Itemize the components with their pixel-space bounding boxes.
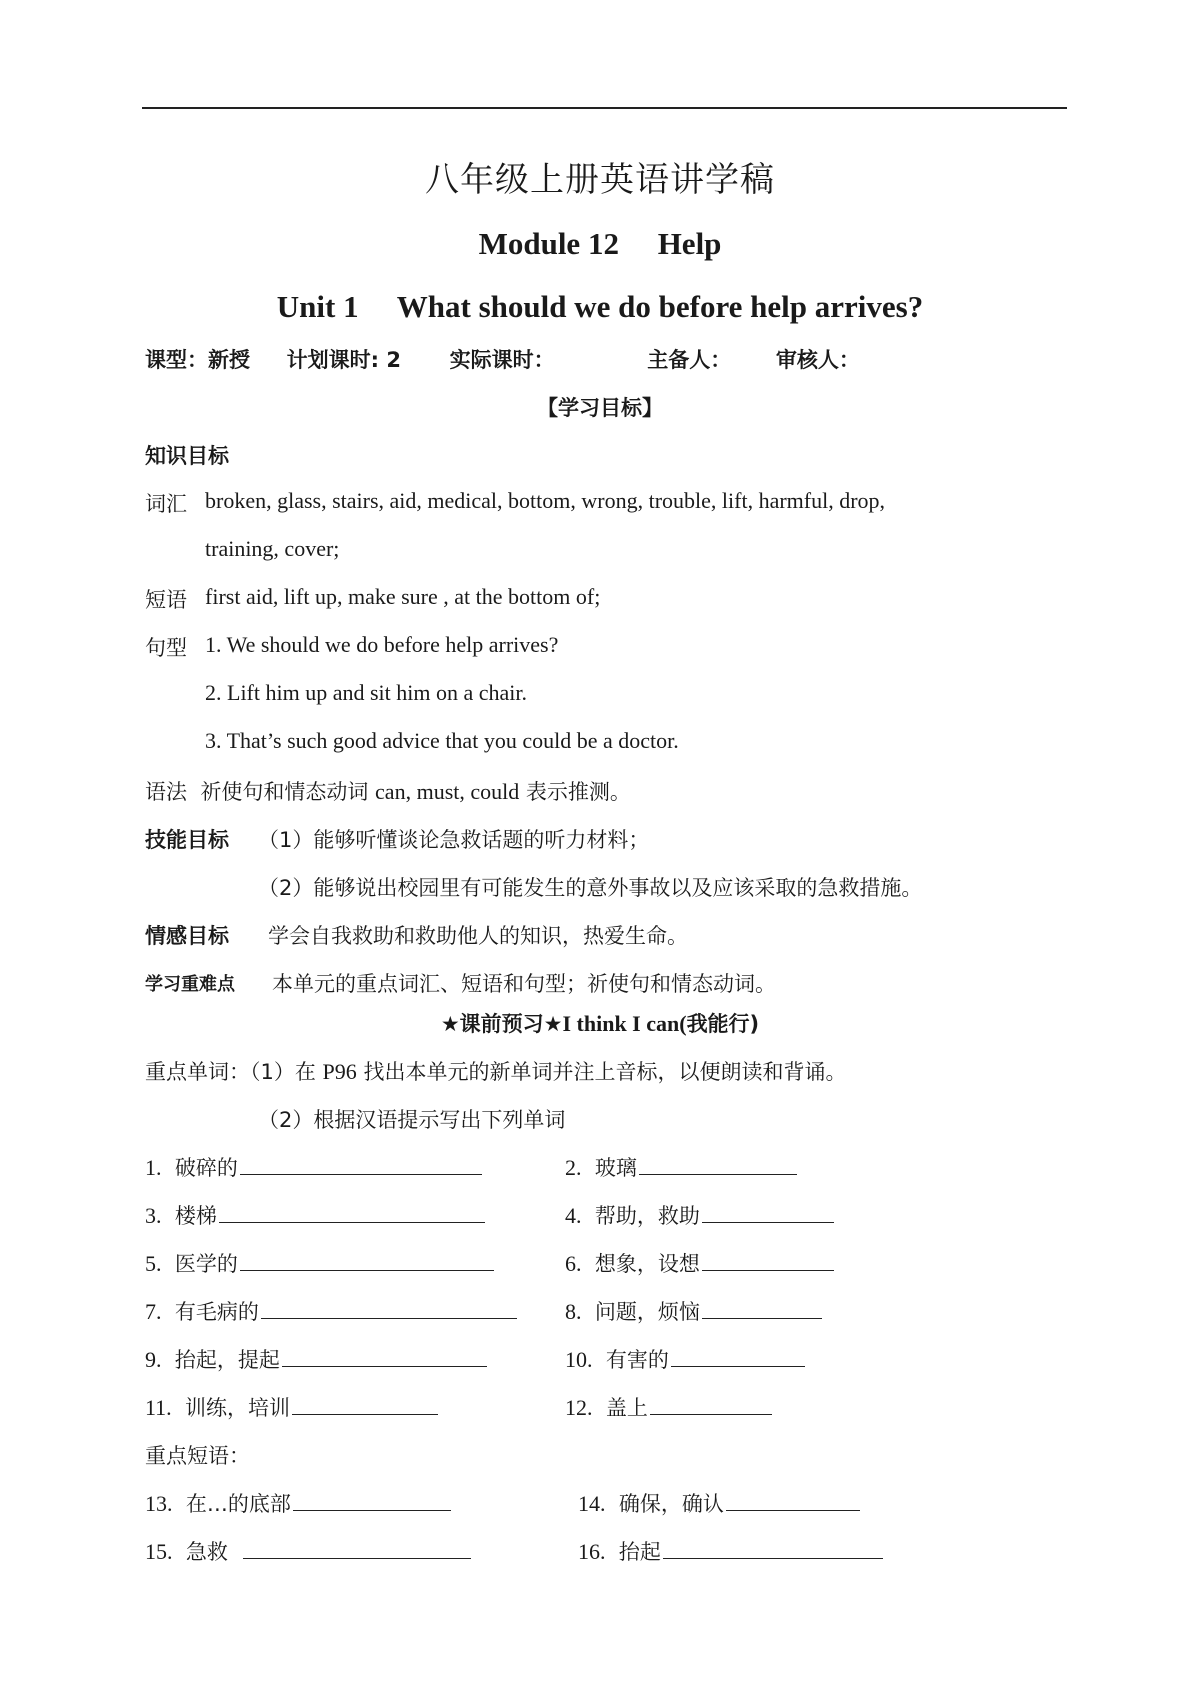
objectives-heading: 【学习目标】 — [537, 396, 663, 420]
answer-blank[interactable] — [243, 1540, 471, 1559]
skill-2: （2）能够说出校园里有可能发生的意外事故以及应该采取的急救措施。 — [258, 876, 923, 900]
preview-heading-cn: ★课前预习★ — [440, 1012, 563, 1036]
answer-blank[interactable] — [702, 1252, 834, 1271]
answer-blank[interactable] — [219, 1204, 485, 1223]
phrase-label: 短语 — [145, 588, 187, 612]
list-item: 12. 盖上 — [565, 1392, 772, 1422]
emotion-text: 学会自我救助和救助他人的知识，热爱生命。 — [268, 924, 688, 948]
phrases: first aid, lift up, make sure , at the bottom of; — [205, 584, 601, 609]
key-words-1-pre: （1）在 — [250, 1060, 323, 1084]
list-item: 16. 抬起 — [578, 1536, 883, 1566]
reviewer: 审核人： — [775, 348, 860, 372]
actual-hours: 实际课时： — [449, 348, 555, 372]
preview-heading-en: I think I can( — [562, 1011, 687, 1036]
key-words-1-en: P96 — [322, 1059, 357, 1084]
list-item: 14. 确保，确认 — [578, 1488, 860, 1518]
list-item: 7. 有毛病的 — [145, 1296, 517, 1326]
answer-blank[interactable] — [240, 1252, 494, 1271]
planned-hours: 计划课时: 2 — [286, 348, 401, 372]
grammar-row — [145, 776, 631, 806]
skill-label: 技能目标 — [145, 828, 229, 852]
preview-heading — [0, 1008, 1200, 1038]
skill-1: （1）能够听懂谈论急救话题的听力材料； — [258, 828, 650, 852]
list-item: 1. 破碎的 — [145, 1152, 482, 1182]
list-item: 9. 抬起，提起 — [145, 1344, 487, 1374]
list-item: 6. 想象，设想 — [565, 1248, 834, 1278]
answer-blank[interactable] — [663, 1540, 883, 1559]
page-title: 八年级上册英语讲学稿 — [425, 160, 775, 200]
key-words-label: 重点单词： — [145, 1060, 250, 1084]
emotion-label: 情感目标 — [145, 924, 229, 948]
answer-blank[interactable] — [702, 1204, 834, 1223]
list-item: 13. 在…的底部 — [145, 1488, 451, 1518]
answer-blank[interactable] — [292, 1396, 438, 1415]
list-item: 4. 帮助，救助 — [565, 1200, 834, 1230]
key-phrases-label: 重点短语： — [145, 1444, 250, 1468]
grammar-text-pre: 祈使句和情态动词 — [200, 780, 376, 804]
answer-blank[interactable] — [282, 1348, 487, 1367]
lesson-info-row — [145, 344, 860, 374]
focus-text: 本单元的重点词汇、短语和句型；祈使句和情态动词。 — [272, 972, 776, 996]
module-title: Module 12 Help — [478, 226, 722, 261]
vocab-label: 词汇 — [145, 492, 187, 516]
list-item: 11. 训练，培训 — [145, 1392, 438, 1422]
answer-blank[interactable] — [702, 1300, 822, 1319]
answer-blank[interactable] — [240, 1156, 482, 1175]
answer-blank[interactable] — [261, 1300, 517, 1319]
unit-title: Unit 1 What should we do before help arrives? — [276, 289, 924, 324]
answer-blank[interactable] — [671, 1348, 805, 1367]
list-item: 5. 医学的 — [145, 1248, 494, 1278]
grammar-label: 语法 — [145, 780, 187, 804]
answer-blank[interactable] — [293, 1492, 451, 1511]
key-words-row — [145, 1056, 846, 1086]
preview-heading-tail: 我能行) — [686, 1012, 760, 1036]
knowledge-label: 知识目标 — [145, 444, 229, 468]
list-item: 15. 急救 — [145, 1536, 471, 1566]
answer-blank[interactable] — [650, 1396, 772, 1415]
grammar-text-post: 表示推测。 — [519, 780, 631, 804]
sentence-2: 2. Lift him up and sit him on a chair. — [205, 680, 528, 705]
vocab-line-2: training, cover; — [205, 536, 340, 561]
list-item: 2. 玻璃 — [565, 1152, 797, 1182]
list-item: 8. 问题，烦恼 — [565, 1296, 822, 1326]
lesson-type: 课型：新授 — [145, 348, 250, 372]
list-item: 10. 有害的 — [565, 1344, 805, 1374]
answer-blank[interactable] — [639, 1156, 797, 1175]
key-words-2: （2）根据汉语提示写出下列单词 — [258, 1108, 566, 1132]
focus-label: 学习重难点 — [145, 974, 235, 995]
grammar-text-en: can, must, could — [375, 779, 520, 804]
sentence-1: 1. We should we do before help arrives? — [205, 632, 559, 657]
sentence-label: 句型 — [145, 636, 187, 660]
answer-blank[interactable] — [726, 1492, 860, 1511]
vocab-line-1: broken, glass, stairs, aid, medical, bottom, wrong, trouble, lift, harmful, drop, — [205, 488, 886, 513]
sentence-3: 3. That’s such good advice that you could be a doctor. — [205, 728, 679, 753]
top-rule — [142, 107, 1067, 109]
preparer: 主备人： — [647, 348, 732, 372]
key-words-1-post: 找出本单元的新单词并注上音标，以便朗读和背诵。 — [356, 1060, 847, 1084]
list-item: 3. 楼梯 — [145, 1200, 485, 1230]
